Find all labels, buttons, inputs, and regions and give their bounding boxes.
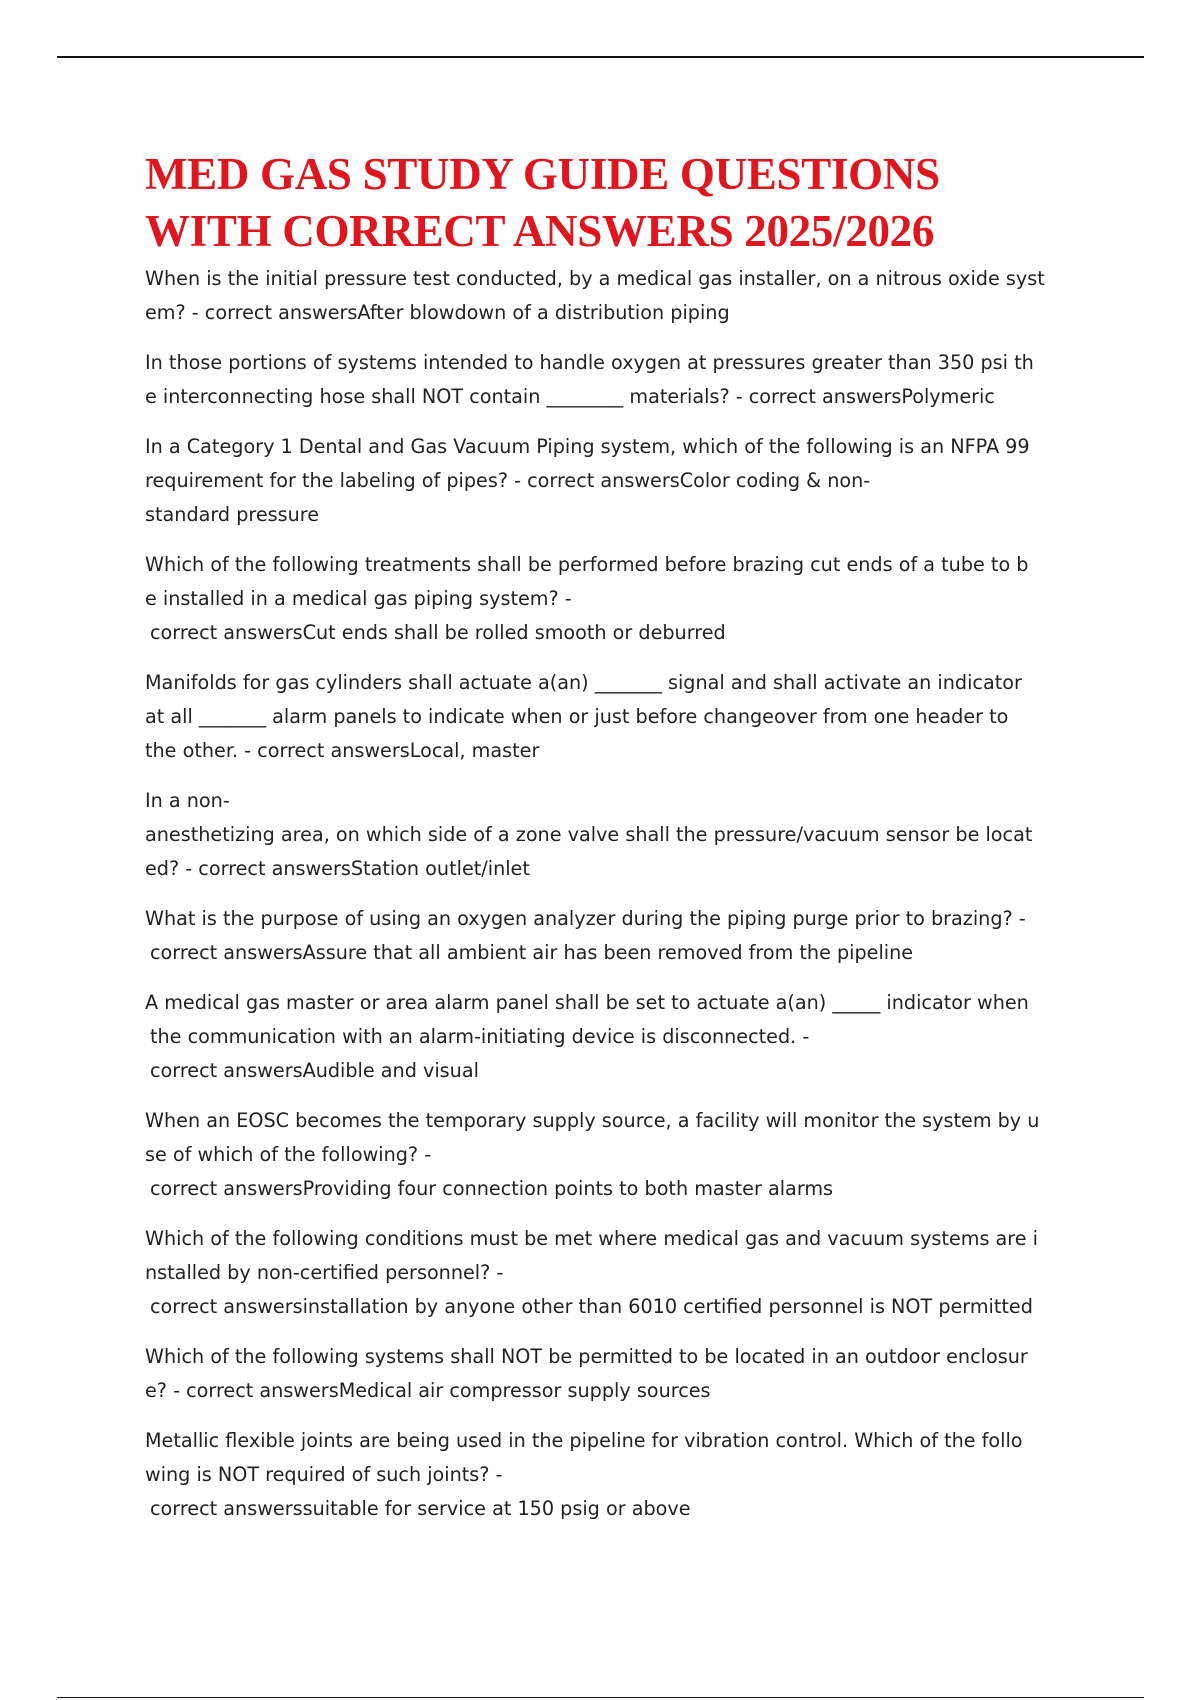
- question-line: e installed in a medical gas piping system? -: [145, 587, 572, 610]
- question-line: In those portions of systems intended to handle oxygen at pressures greater than 350 psi th: [145, 351, 1034, 374]
- answer-line: correct answerssuitable for service at 150 psig or above: [150, 1497, 691, 1520]
- document-title: [145, 146, 1065, 260]
- qa-item: [145, 784, 1065, 886]
- top-rule: [57, 56, 1144, 58]
- qa-item: [145, 262, 1065, 330]
- document-page: [145, 146, 1065, 1542]
- question-line: e interconnecting hose shall NOT contain ________ materials? - correct answersPolymeric: [145, 385, 995, 408]
- answer-line: correct answersAssure that all ambient air has been removed from the pipeline: [150, 941, 914, 964]
- question-line: Which of the following systems shall NOT be permitted to be located in an outdoor enclosur: [145, 1345, 1028, 1368]
- bottom-rule: [57, 1697, 1144, 1698]
- question-line: When an EOSC becomes the temporary supply source, a facility will monitor the system by u: [145, 1109, 1040, 1132]
- question-line: e? - correct answersMedical air compressor supply sources: [145, 1379, 711, 1402]
- answer-line: correct answersAudible and visual: [150, 1059, 479, 1082]
- question-line: When is the initial pressure test conducted, by a medical gas installer, on a nitrous oxide syst: [145, 267, 1045, 290]
- question-line: em? - correct answersAfter blowdown of a distribution piping: [145, 301, 730, 324]
- answer-line: correct answersinstallation by anyone other than 6010 certified personnel is NOT permitted: [150, 1295, 1033, 1318]
- question-line: se of which of the following? -: [145, 1143, 432, 1166]
- question-line: the other. - correct answersLocal, master: [145, 739, 540, 762]
- question-line: Metallic flexible joints are being used in the pipeline for vibration control. Which of the follo: [145, 1429, 1023, 1452]
- question-line: Manifolds for gas cylinders shall actuate a(an) _______ signal and shall activate an indicator: [145, 671, 1022, 694]
- qa-item: [145, 430, 1065, 532]
- qa-item: [145, 986, 1065, 1088]
- question-line: Which of the following treatments shall be performed before brazing cut ends of a tube to b: [145, 553, 1029, 576]
- question-line: What is the purpose of using an oxygen analyzer during the piping purge prior to brazing? -: [145, 907, 1026, 930]
- answer-line: the communication with an alarm-initiating device is disconnected. -: [150, 1025, 810, 1048]
- question-line: requirement for the labeling of pipes? - correct answersColor coding & non-: [145, 469, 871, 492]
- qa-item: [145, 1424, 1065, 1526]
- qa-item: [145, 666, 1065, 768]
- qa-item: [145, 1104, 1065, 1206]
- question-line: A medical gas master or area alarm panel shall be set to actuate a(an) _____ indicator when: [145, 991, 1029, 1014]
- question-line: anesthetizing area, on which side of a zone valve shall the pressure/vacuum sensor be locat: [145, 823, 1033, 846]
- qa-item: [145, 1340, 1065, 1408]
- qa-item: [145, 1222, 1065, 1324]
- qa-item: [145, 902, 1065, 970]
- answer-line: correct answersProviding four connection points to both master alarms: [150, 1177, 834, 1200]
- qa-item: [145, 346, 1065, 414]
- question-line: standard pressure: [145, 503, 320, 526]
- question-line: at all _______ alarm panels to indicate when or just before changeover from one header to: [145, 705, 1009, 728]
- question-line: nstalled by non-certified personnel? -: [145, 1261, 504, 1284]
- title-line-1: MED GAS STUDY GUIDE QUESTIONS: [145, 149, 940, 199]
- answer-line: correct answersCut ends shall be rolled smooth or deburred: [150, 621, 726, 644]
- question-line: In a Category 1 Dental and Gas Vacuum Piping system, which of the following is an NFPA 99: [145, 435, 1030, 458]
- title-line-2: WITH CORRECT ANSWERS 2025/2026: [145, 206, 935, 256]
- qa-item: [145, 548, 1065, 650]
- question-line: wing is NOT required of such joints? -: [145, 1463, 503, 1486]
- question-list: [145, 262, 1065, 1526]
- question-line: ed? - correct answersStation outlet/inlet: [145, 857, 530, 880]
- question-line: In a non-: [145, 789, 230, 812]
- question-line: Which of the following conditions must be met where medical gas and vacuum systems are i: [145, 1227, 1038, 1250]
